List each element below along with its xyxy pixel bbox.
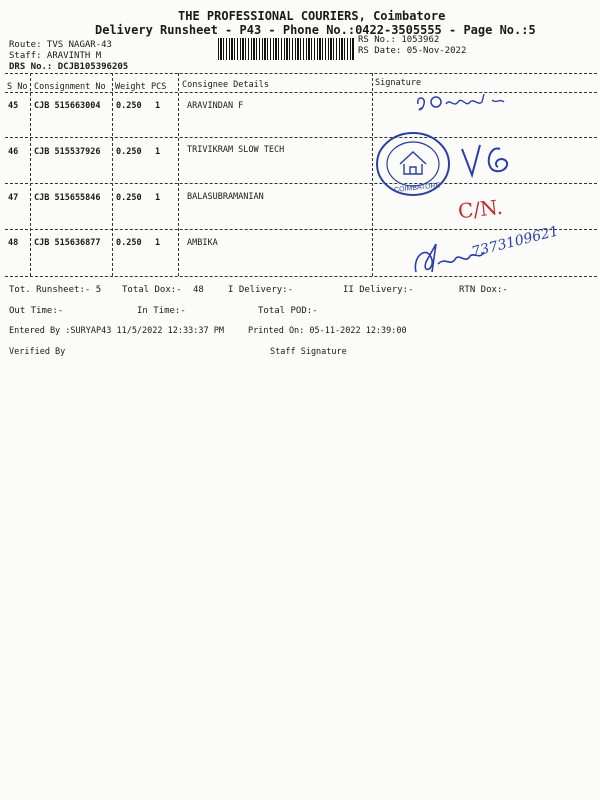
row-consignment: CJB 515663004 <box>34 101 101 111</box>
company-stamp <box>372 128 454 200</box>
handwritten-signature-text: C/N. <box>456 194 504 224</box>
row-consignee: BALASUBRAMANIAN <box>187 192 264 202</box>
row-pcs: 1 <box>155 238 161 248</box>
runsheet-subtitle: Delivery Runsheet - P43 - Phone No.:0422-3505555 - Page No.:5 <box>95 23 536 37</box>
row-weight: 0.250 <box>116 101 142 111</box>
row-consignment: CJB 515636877 <box>34 238 101 248</box>
total-dox-value: 48 <box>193 285 204 295</box>
row-weight: 0.250 <box>116 193 142 203</box>
col-header-consignee: Consignee Details <box>182 80 269 90</box>
out-time: Out Time:- <box>9 306 64 316</box>
row-weight: 0.250 <box>116 147 142 157</box>
drs-number: DRS No.: DCJB105396205 <box>9 62 129 72</box>
handwritten-signature <box>412 90 522 116</box>
stamp-text: COIMBATORE <box>393 182 441 194</box>
i-delivery: I Delivery:- <box>228 285 294 295</box>
staff-label: Staff: ARAVINTH M <box>9 51 102 61</box>
handwritten-phone: 7373109621 <box>470 223 561 261</box>
row-consignee: TRIVIKRAM SLOW TECH <box>187 145 285 155</box>
route-label: Route: TVS NAGAR-43 <box>9 40 112 50</box>
total-pod: Total POD:- <box>258 306 318 316</box>
row-consignment: CJB 515655846 <box>34 193 101 203</box>
row-consignee: ARAVINDAN F <box>187 101 244 111</box>
row-pcs: 1 <box>155 193 161 203</box>
row-divider <box>5 229 597 230</box>
col-header-signature: Signature <box>375 78 422 88</box>
tot-runsheet: Tot. Runsheet:- 5 <box>9 285 102 295</box>
verified-by: Verified By <box>9 347 66 357</box>
row-sno: 47 <box>8 193 19 203</box>
rtn-dox: RTN Dox:- <box>459 285 508 295</box>
col-header-sno: S No <box>7 82 28 92</box>
staff-signature-label: Staff Signature <box>270 347 347 357</box>
col-header-weight: Weight <box>115 82 146 92</box>
rs-date: RS Date: 05-Nov-2022 <box>358 46 467 56</box>
row-sno: 45 <box>8 101 19 111</box>
row-sno: 46 <box>8 147 19 157</box>
row-weight: 0.250 <box>116 238 142 248</box>
entered-by: Entered By :SURYAP43 11/5/2022 12:33:37 PM <box>9 326 224 336</box>
row-pcs: 1 <box>155 147 161 157</box>
column-divider <box>112 73 113 276</box>
row-consignee: AMBIKA <box>187 238 218 248</box>
table-top-rule <box>5 73 597 74</box>
total-dox-label: Total Dox:- <box>122 285 182 295</box>
col-header-consignment: Consignment No <box>34 82 106 92</box>
in-time: In Time:- <box>137 306 186 316</box>
handwritten-signature <box>458 135 528 185</box>
row-sno: 48 <box>8 238 19 248</box>
ii-delivery: II Delivery:- <box>343 285 414 295</box>
column-divider <box>178 73 179 276</box>
rs-number: RS No.: 1053962 <box>358 35 440 45</box>
row-pcs: 1 <box>155 101 161 111</box>
col-header-pcs: PCS <box>151 82 167 92</box>
barcode <box>218 38 354 60</box>
row-consignment: CJB 515537926 <box>34 147 101 157</box>
company-title: THE PROFESSIONAL COURIERS, Coimbatore <box>178 9 446 23</box>
column-divider <box>30 73 31 276</box>
table-bottom-rule <box>5 276 597 277</box>
printed-on: Printed On: 05-11-2022 12:39:00 <box>248 326 407 336</box>
